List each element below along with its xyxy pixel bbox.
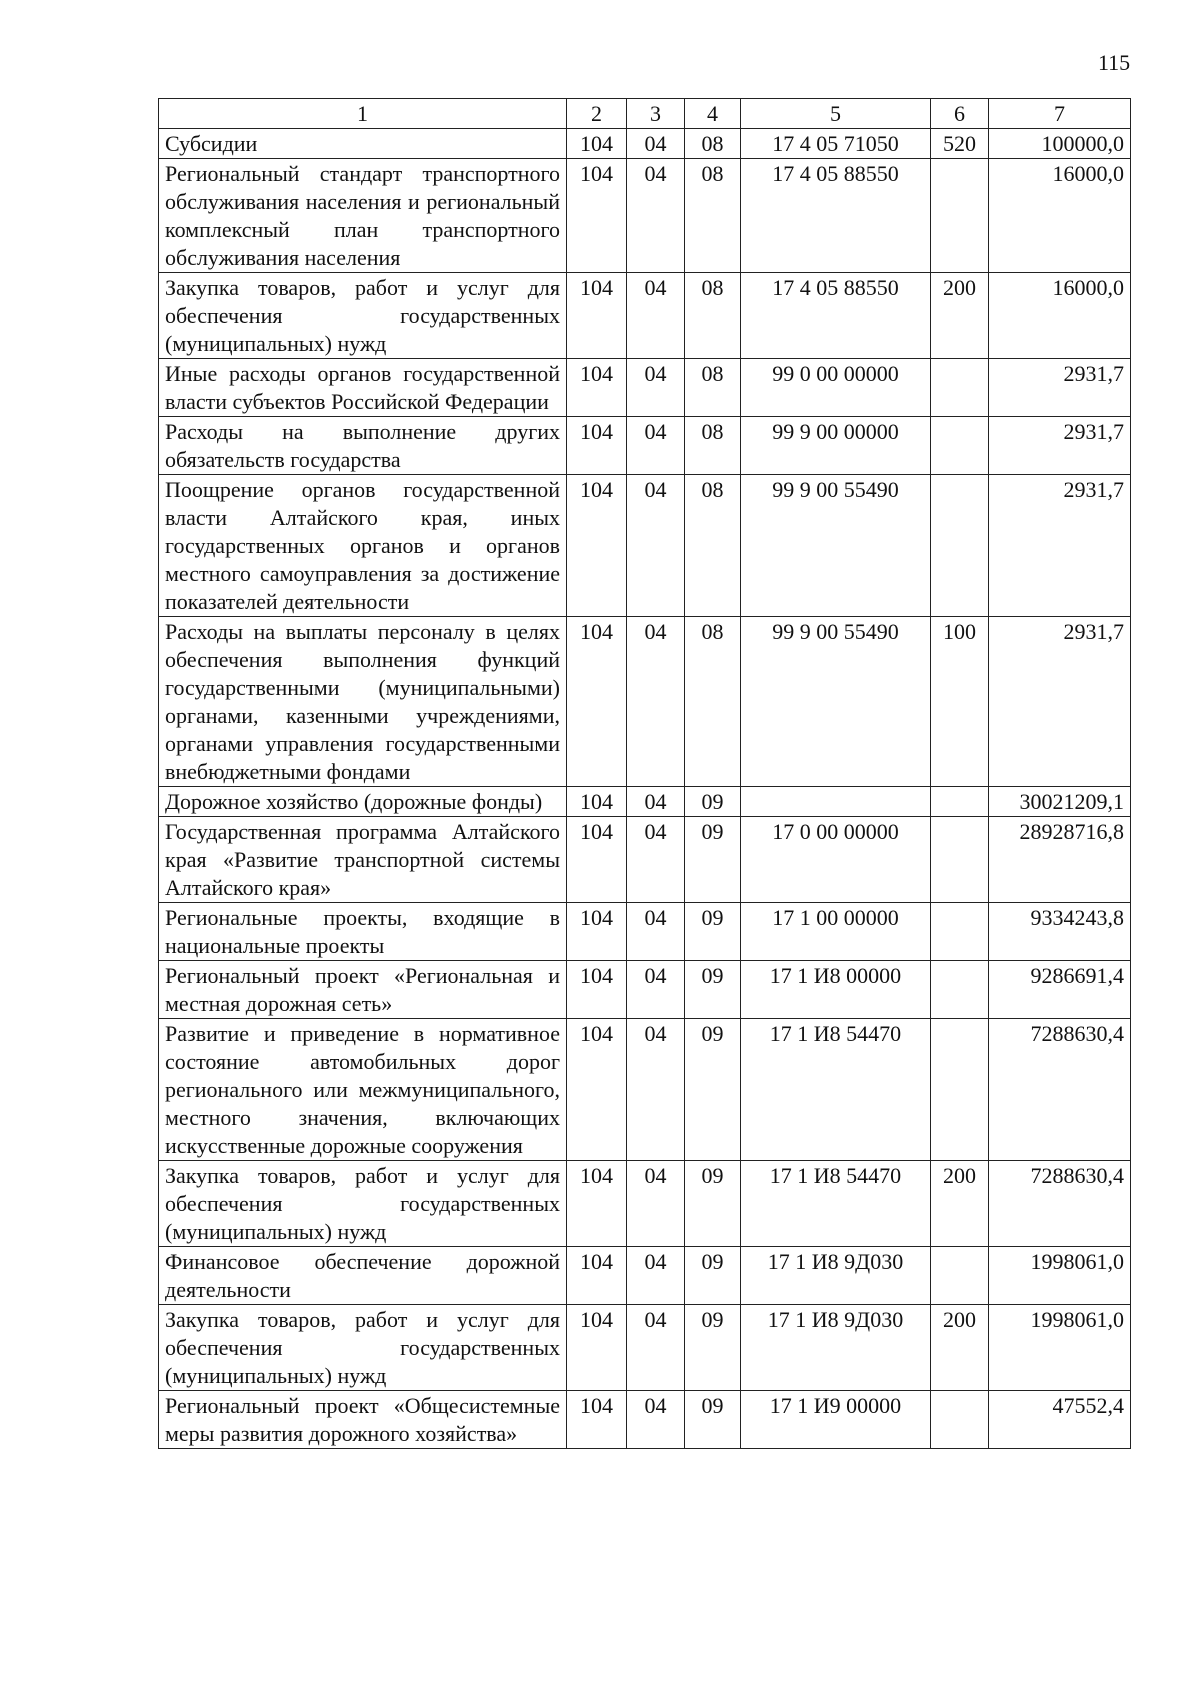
expense-type-cell: 200 — [931, 1305, 989, 1391]
code-section-cell: 104 — [567, 129, 627, 159]
target-article-cell: 17 1 И8 9Д030 — [741, 1247, 931, 1305]
target-article-cell: 17 1 И8 00000 — [741, 961, 931, 1019]
expense-type-cell — [931, 903, 989, 961]
expense-type-cell: 520 — [931, 129, 989, 159]
amount-cell: 28928716,8 — [989, 817, 1131, 903]
code-subsection-2-cell: 08 — [685, 129, 741, 159]
item-name-cell: Региональный проект «Общесистемные меры развития дорожного хозяйства» — [159, 1391, 567, 1449]
table-row — [159, 1247, 1131, 1305]
item-name-cell: Закупка товаров, работ и услуг для обеспечения государственных (муниципальных) нужд — [159, 1305, 567, 1391]
expense-type-cell: 200 — [931, 1161, 989, 1247]
amount-cell: 2931,7 — [989, 417, 1131, 475]
table-row — [159, 475, 1131, 617]
table-row — [159, 1391, 1131, 1449]
header-row — [159, 99, 1131, 129]
expense-type-cell — [931, 359, 989, 417]
amount-cell: 1998061,0 — [989, 1247, 1131, 1305]
header-cell: 4 — [685, 99, 741, 129]
table-row — [159, 129, 1131, 159]
item-name-cell: Иные расходы органов государственной власти субъектов Российской Федерации — [159, 359, 567, 417]
code-subsection-2-cell: 08 — [685, 475, 741, 617]
code-subsection-2-cell: 09 — [685, 817, 741, 903]
code-subsection-cell: 04 — [627, 961, 685, 1019]
item-name-cell: Закупка товаров, работ и услуг для обеспечения государственных (муниципальных) нужд — [159, 1161, 567, 1247]
item-name-cell: Расходы на выполнение других обязательств государства — [159, 417, 567, 475]
code-section-cell: 104 — [567, 617, 627, 787]
target-article-cell: 17 1 И9 00000 — [741, 1391, 931, 1449]
item-name-cell: Региональные проекты, входящие в национальные проекты — [159, 903, 567, 961]
table-row — [159, 417, 1131, 475]
expense-type-cell — [931, 417, 989, 475]
target-article-cell: 99 0 00 00000 — [741, 359, 931, 417]
code-subsection-2-cell: 09 — [685, 961, 741, 1019]
table-row — [159, 787, 1131, 817]
code-subsection-cell: 04 — [627, 129, 685, 159]
table-row — [159, 1305, 1131, 1391]
code-subsection-2-cell: 09 — [685, 787, 741, 817]
code-section-cell: 104 — [567, 1161, 627, 1247]
table-row — [159, 273, 1131, 359]
header-cell: 6 — [931, 99, 989, 129]
amount-cell: 7288630,4 — [989, 1161, 1131, 1247]
code-subsection-2-cell: 08 — [685, 417, 741, 475]
item-name-cell: Расходы на выплаты персоналу в целях обеспечения выполнения функций государственными (муниципальными) органами, казенными учреждениями, органами управления государственными внебюджетными фондами — [159, 617, 567, 787]
item-name-cell: Субсидии — [159, 129, 567, 159]
code-subsection-2-cell: 09 — [685, 1305, 741, 1391]
header-cell: 1 — [159, 99, 567, 129]
code-section-cell: 104 — [567, 1019, 627, 1161]
amount-cell: 2931,7 — [989, 475, 1131, 617]
code-subsection-2-cell: 09 — [685, 1247, 741, 1305]
item-name-cell: Региональный стандарт транспортного обслуживания населения и региональный комплексный план транспортного обслуживания населения — [159, 159, 567, 273]
expense-type-cell — [931, 475, 989, 617]
header-cell: 3 — [627, 99, 685, 129]
code-subsection-cell: 04 — [627, 359, 685, 417]
target-article-cell: 17 0 00 00000 — [741, 817, 931, 903]
expense-type-cell — [931, 961, 989, 1019]
code-subsection-cell: 04 — [627, 617, 685, 787]
code-section-cell: 104 — [567, 359, 627, 417]
table-body — [159, 129, 1131, 1449]
item-name-cell: Развитие и приведение в нормативное состояние автомобильных дорог регионального или межмуниципального, местного значения, включающих искусственные дорожные сооружения — [159, 1019, 567, 1161]
item-name-cell: Финансовое обеспечение дорожной деятельности — [159, 1247, 567, 1305]
target-article-cell: 17 4 05 88550 — [741, 273, 931, 359]
code-subsection-cell: 04 — [627, 417, 685, 475]
amount-cell: 2931,7 — [989, 359, 1131, 417]
table-row — [159, 617, 1131, 787]
code-subsection-cell: 04 — [627, 159, 685, 273]
expense-type-cell — [931, 1391, 989, 1449]
expense-type-cell — [931, 1019, 989, 1161]
target-article-cell: 99 9 00 55490 — [741, 617, 931, 787]
page-number: 115 — [1098, 50, 1131, 75]
code-section-cell: 104 — [567, 1247, 627, 1305]
code-section-cell: 104 — [567, 475, 627, 617]
amount-cell: 100000,0 — [989, 129, 1131, 159]
expense-type-cell: 100 — [931, 617, 989, 787]
header-cell: 7 — [989, 99, 1131, 129]
code-subsection-cell: 04 — [627, 1161, 685, 1247]
code-subsection-2-cell: 08 — [685, 273, 741, 359]
target-article-cell: 99 9 00 00000 — [741, 417, 931, 475]
expense-type-cell — [931, 817, 989, 903]
code-section-cell: 104 — [567, 961, 627, 1019]
code-subsection-cell: 04 — [627, 903, 685, 961]
amount-cell: 2931,7 — [989, 617, 1131, 787]
code-subsection-cell: 04 — [627, 1019, 685, 1161]
amount-cell: 16000,0 — [989, 273, 1131, 359]
code-subsection-cell: 04 — [627, 273, 685, 359]
code-subsection-cell: 04 — [627, 1305, 685, 1391]
code-section-cell: 104 — [567, 159, 627, 273]
code-section-cell: 104 — [567, 817, 627, 903]
table-row — [159, 159, 1131, 273]
item-name-cell: Государственная программа Алтайского края «Развитие транспортной системы Алтайского края» — [159, 817, 567, 903]
amount-cell: 30021209,1 — [989, 787, 1131, 817]
target-article-cell: 17 1 И8 9Д030 — [741, 1305, 931, 1391]
code-section-cell: 104 — [567, 417, 627, 475]
amount-cell: 47552,4 — [989, 1391, 1131, 1449]
code-section-cell: 104 — [567, 1391, 627, 1449]
target-article-cell: 99 9 00 55490 — [741, 475, 931, 617]
code-section-cell: 104 — [567, 787, 627, 817]
expense-type-cell — [931, 1247, 989, 1305]
code-subsection-cell: 04 — [627, 817, 685, 903]
code-subsection-2-cell: 09 — [685, 1161, 741, 1247]
code-section-cell: 104 — [567, 273, 627, 359]
table-row — [159, 1161, 1131, 1247]
item-name-cell: Региональный проект «Региональная и местная дорожная сеть» — [159, 961, 567, 1019]
code-subsection-cell: 04 — [627, 1391, 685, 1449]
header-cell: 2 — [567, 99, 627, 129]
code-section-cell: 104 — [567, 1305, 627, 1391]
target-article-cell — [741, 787, 931, 817]
amount-cell: 9334243,8 — [989, 903, 1131, 961]
amount-cell: 1998061,0 — [989, 1305, 1131, 1391]
budget-table — [158, 98, 1131, 1449]
code-subsection-cell: 04 — [627, 787, 685, 817]
code-subsection-2-cell: 08 — [685, 159, 741, 273]
table-row — [159, 961, 1131, 1019]
target-article-cell: 17 1 И8 54470 — [741, 1019, 931, 1161]
expense-type-cell — [931, 159, 989, 273]
table-row — [159, 359, 1131, 417]
amount-cell: 9286691,4 — [989, 961, 1131, 1019]
expense-type-cell: 200 — [931, 273, 989, 359]
expense-type-cell — [931, 787, 989, 817]
target-article-cell: 17 4 05 88550 — [741, 159, 931, 273]
code-subsection-2-cell: 09 — [685, 1391, 741, 1449]
code-section-cell: 104 — [567, 903, 627, 961]
amount-cell: 16000,0 — [989, 159, 1131, 273]
target-article-cell: 17 4 05 71050 — [741, 129, 931, 159]
code-subsection-cell: 04 — [627, 475, 685, 617]
code-subsection-2-cell: 08 — [685, 359, 741, 417]
header-cell: 5 — [741, 99, 931, 129]
code-subsection-2-cell: 09 — [685, 1019, 741, 1161]
table-row — [159, 1019, 1131, 1161]
code-subsection-2-cell: 09 — [685, 903, 741, 961]
table-row — [159, 903, 1131, 961]
item-name-cell: Поощрение органов государственной власти Алтайского края, иных государственных органов и органов местного самоуправления за достижение показателей деятельности — [159, 475, 567, 617]
amount-cell: 7288630,4 — [989, 1019, 1131, 1161]
table-row — [159, 817, 1131, 903]
code-subsection-cell: 04 — [627, 1247, 685, 1305]
item-name-cell: Дорожное хозяйство (дорожные фонды) — [159, 787, 567, 817]
code-subsection-2-cell: 08 — [685, 617, 741, 787]
target-article-cell: 17 1 И8 54470 — [741, 1161, 931, 1247]
target-article-cell: 17 1 00 00000 — [741, 903, 931, 961]
item-name-cell: Закупка товаров, работ и услуг для обеспечения государственных (муниципальных) нужд — [159, 273, 567, 359]
